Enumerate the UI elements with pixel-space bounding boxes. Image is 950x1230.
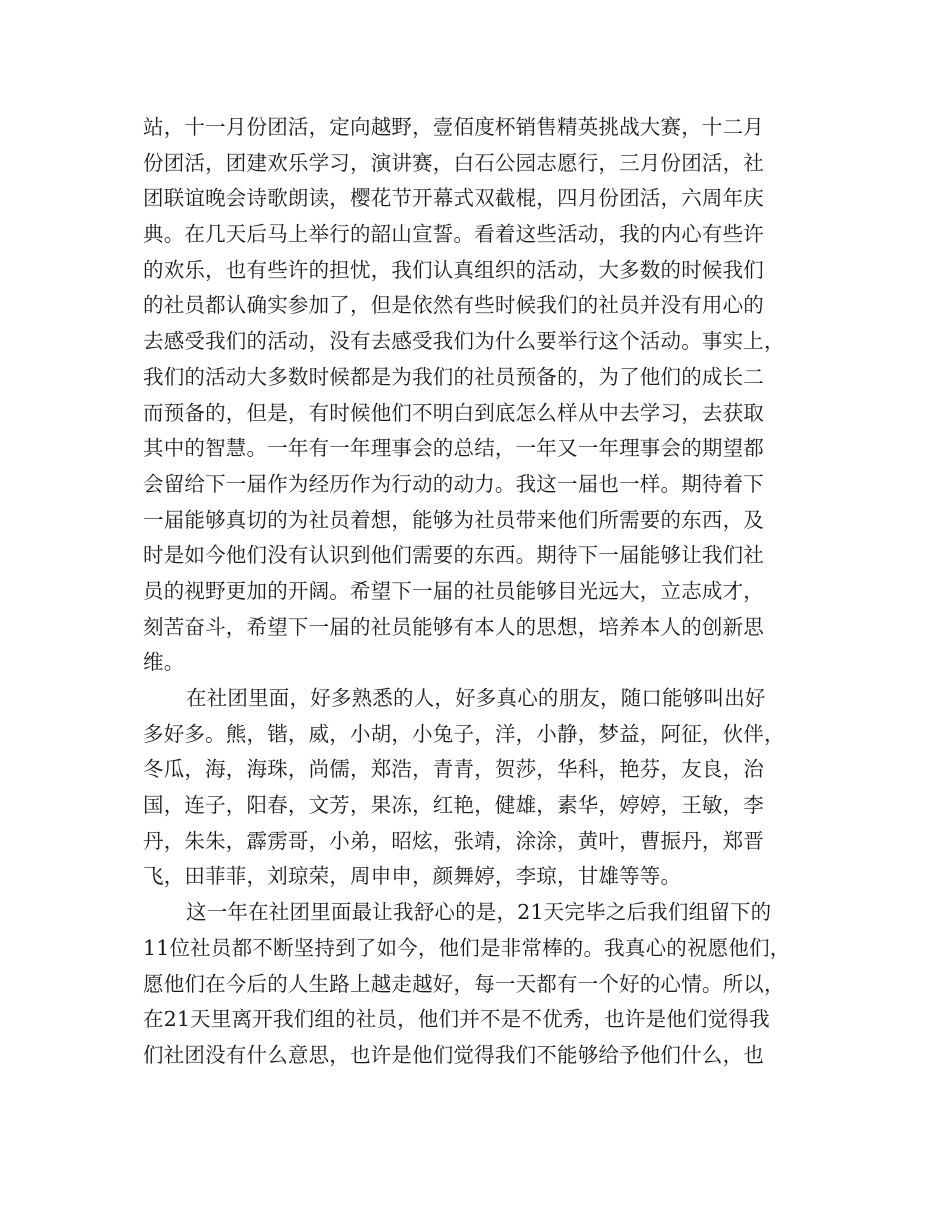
paragraph-2: [143, 681, 813, 895]
text-line: 愿他们在今后的人生路上越走越好，每一天都有一个好的心情。所以，: [143, 971, 785, 996]
text-line: 站，十一月份团活，定向越野，壹佰度杯销售精英挑战大赛，十二月: [143, 115, 764, 139]
paragraph-3: [143, 895, 813, 1073]
text-line: 份团活，团建欢乐学习，演讲赛，白石公园志愿行，三月份团活，社: [143, 150, 764, 175]
text-line: 刻苦奋斗，希望下一届的社员能够有本人的思想，培养本人的创新思: [143, 614, 764, 639]
text-line: 们社团没有什么意思，也许是他们觉得我们不能够给予他们什么，也: [143, 1042, 764, 1067]
text-line: 维。: [143, 650, 185, 675]
text-line: 的社员都认确实参加了，但是依然有些时候我们的社员并没有用心的: [143, 293, 764, 318]
text-line: 典。在几天后马上举行的韶山宣誓。看着这些活动，我的内心有些许: [143, 222, 764, 247]
text-line: 冬瓜，海，海珠，尚儒，郑浩，青青，贺莎，华科，艳芬，友良，治: [143, 757, 764, 782]
text-line: 其中的智慧。一年有一年理事会的总结，一年又一年理事会的期望都: [143, 436, 764, 461]
text-line: 会留给下一届作为经历作为行动的动力。我这一届也一样。期待着下: [143, 471, 764, 496]
text-line: 员的视野更加的开阔。希望下一届的社员能够目光远大，立志成才，: [143, 578, 764, 603]
text-line: 11位社员都不断坚持到了如今，他们是非常棒的。我真心的祝愿他们，: [143, 935, 791, 960]
text-line: 丹，朱朱，霹雳哥，小弟，昭炫，张靖，涂涂，黄叶，曹振丹，郑晋: [143, 828, 764, 853]
document-body: [143, 110, 813, 1074]
text-line: 的欢乐，也有些许的担忧，我们认真组织的活动，大多数的时候我们: [143, 257, 764, 282]
text-line: 团联谊晚会诗歌朗读，樱花节开幕式双截棍，四月份团活，六周年庆: [143, 186, 764, 211]
text-line: 这一年在社团里面最让我舒心的是，21天完毕之后我们组留下的: [186, 900, 772, 925]
text-line: 飞，田菲菲，刘琼荣，周申申，颜舞婷，李琼，甘雄等等。: [143, 864, 682, 889]
text-line: 在社团里面，好多熟悉的人，好多真心的朋友，随口能够叫出好: [186, 686, 766, 710]
text-line: 时是如今他们没有认识到他们需要的东西。期待下一届能够让我们社: [143, 543, 764, 568]
text-line: 我们的活动大多数时候都是为我们的社员预备的，为了他们的成长二: [143, 364, 764, 389]
text-line: 而预备的，但是，有时候他们不明白到底怎么样从中去学习，去获取: [143, 400, 764, 425]
text-line: 去感受我们的活动，没有去感受我们为什么要举行这个活动。事实上，: [143, 329, 785, 354]
text-line: 多好多。熊，锴，威，小胡，小兔子，洋，小静，梦益，阿征，伙伴，: [143, 721, 785, 746]
text-line: 国，连子，阳春，文芳，果冻，红艳，健雄，素华，婷婷，王敏，李: [143, 793, 764, 818]
text-line: 在21天里离开我们组的社员，他们并不是不优秀，也许是他们觉得我: [143, 1007, 770, 1032]
text-line: 一届能够真切的为社员着想，能够为社员带来他们所需要的东西，及: [143, 507, 764, 532]
paragraph-1: [143, 110, 813, 681]
